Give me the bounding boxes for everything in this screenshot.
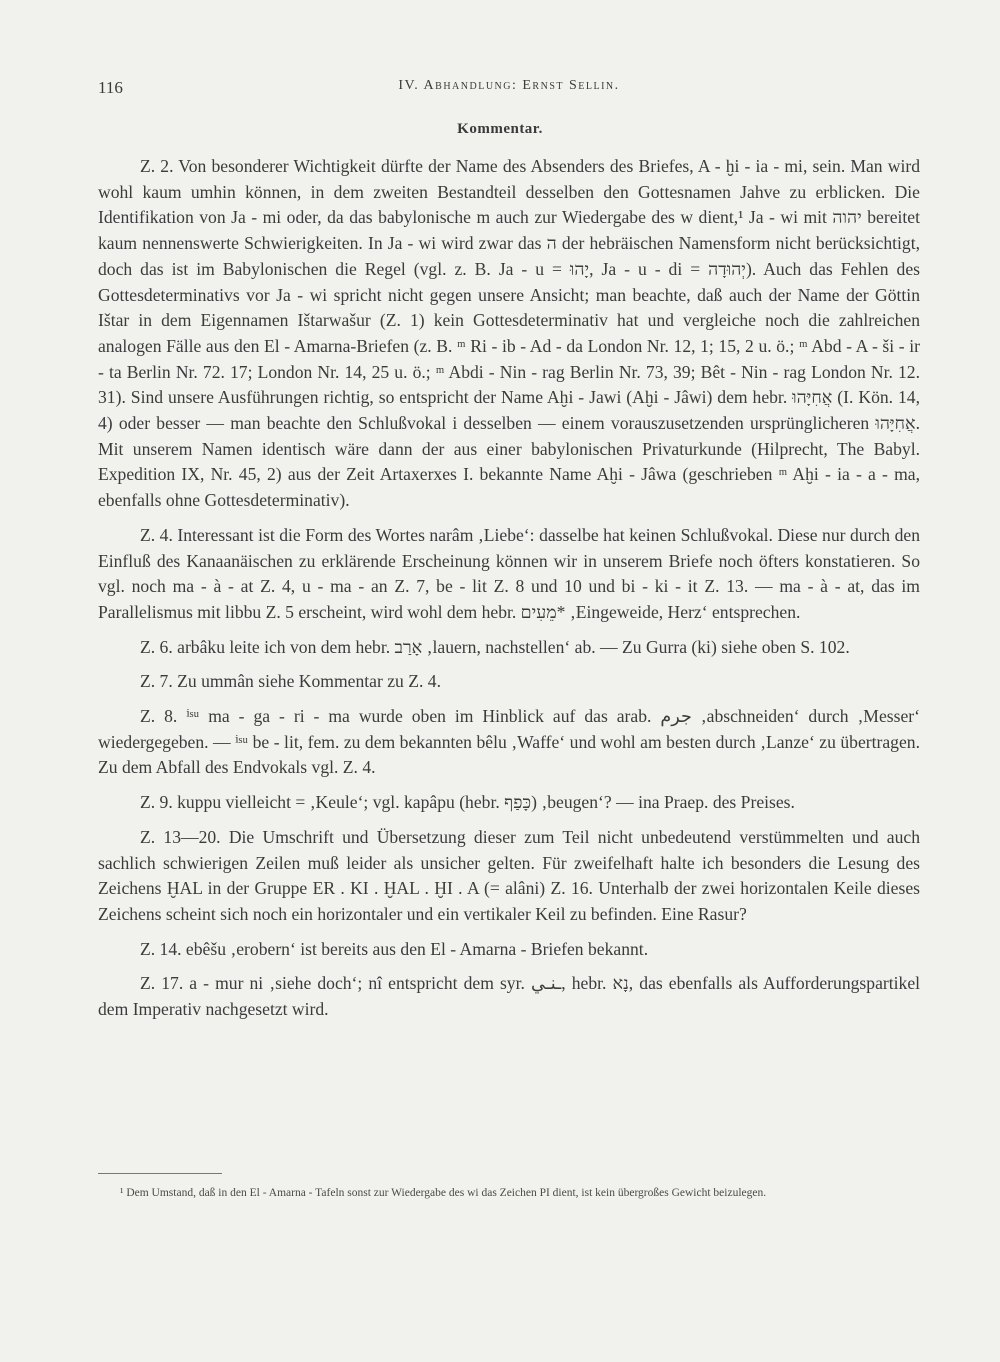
footnote: ¹ Dem Umstand, daß in den El - Amarna - Tafeln sonst zur Wiedergabe des wi das Zeichen PI dient, ist kein übergroßes Gewicht beizulegen. bbox=[120, 1187, 767, 1199]
paragraph-z14: Z. 14. ebêšu ‚erobern‘ ist bereits aus den El - Amarna - Briefen bekannt. bbox=[140, 938, 649, 959]
paragraph-z4: Z. 4. Interessant ist die Form des Wortes narâm ‚Liebe‘: dasselbe hat keinen Schlußvokal. Diese nur durch den Einfluß des Kanaanäischen zu erklärende Erscheinung können wir in unserem Briefe noch öfters konstatieren. So vgl. noch ma - à - at Z. 4, u - ma - an Z. 7, be - lit Z. 8 und 10 und bi - ki - it Z. 13. — ma - à - at, das im Parallelismus mit libbu Z. 5 erscheint, wird wohl dem hebr. מֵעִים* ‚Eingeweide, Herz‘ entsprechen. bbox=[98, 524, 920, 622]
paragraph-z7: Z. 7. Zu ummân siehe Kommentar zu Z. 4. bbox=[140, 671, 441, 692]
running-head: IV. Abhandlung: Ernst Sellin. bbox=[398, 78, 620, 93]
page-number: 116 bbox=[98, 78, 123, 97]
paragraph-z8: Z. 8. ⁱˢᵘ ma - ga - ri - ma wurde oben im Hinblick auf das arab. جرم ‚abschneiden‘ durch ‚Messer‘ wiedergegeben. — ⁱˢᵘ be - lit, fem. zu dem bekannten bêlu ‚Waffe‘ und wohl am besten durch ‚Lanze‘ zu übertragen. Zu dem Abfall des Endvokals vgl. Z. 4. bbox=[98, 706, 920, 778]
paragraph-z6: Z. 6. arbâku leite ich von dem hebr. אָרַב ‚lauern, nachstellen‘ ab. — Zu Gurra (ki) siehe oben S. 102. bbox=[140, 636, 850, 657]
section-title: Kommentar. bbox=[457, 121, 543, 137]
paragraph-z9: Z. 9. kuppu vielleicht = ‚Keule‘; vgl. kapâpu (hebr. כָּפַף) ‚beugen‘? — ina Praep. des Preises. bbox=[140, 792, 795, 813]
page-header bbox=[98, 78, 920, 100]
footnote-rule bbox=[98, 1173, 222, 1174]
paragraph-z17: Z. 17. a - mur ni ‚siehe doch‘; nî entspricht dem syr. ـنـي, hebr. נָא, das ebenfalls als Aufforderungspartikel dem Imperativ nachgesetzt wird. bbox=[98, 973, 921, 1020]
paragraph-z13-20: Z. 13—20. Die Umschrift und Übersetzung dieser zum Teil nicht unbedeutend verstümmelten und auch sachlich schwierigen Zeilen muß leider als unsicher gelten. Für zweifelhaft halte ich besonders die Lesung des Zeichens ḪAL in der Gruppe ER . KI . ḪAL . ḪI . A (= alâni) Z. 16. Unterhalb der zwei horizontalen Keile dieses Zeichens scheint sich noch ein horizontaler und ein vertikaler Keil zu befinden. Eine Rasur? bbox=[98, 826, 920, 924]
paragraph-z2: Z. 2. Von besonderer Wichtigkeit dürfte der Name des Absenders des Briefes, A - ḫi - ia - mi, sein. Man wird wohl kaum umhin können, in dem zweiten Bestandteil desselben den Gottesnamen Jahve zu erblicken. Die Identifikation von Ja - mi oder, da das babylonische m auch zur Wiedergabe des w dient,¹ Ja - wi mit יהוה bereitet kaum nennenswerte Schwierigkeiten. In Ja - wi wird zwar das ה der hebräischen Namensform nicht berücksichtigt, doch das ist im Babylonischen die Regel (vgl. z. B. Ja - u = יָהוּ, Ja - u - di = יְהוּדָה). Auch das Fehlen des Gottesdeterminativs vor Ja - wi spricht nicht gegen unsere Ansicht; man beachte, daß auch der Name der Göttin Ištar in dem Eigennamen Ištarwašur (Z. 1) kein Gottesdeterminativ hat und vergleiche noch die zahlreichen analogen Fälle aus den El - Amarna-Briefen (z. B. ᵐ Ri - ib - Ad - da London Nr. 12, 1; 15, 2 u. ö.; ᵐ Abd - A - ši - ir - ta Berlin Nr. 72. 17; London Nr. 14, 25 u. ö.; ᵐ Abdi - Nin - rag Berlin Nr. 73, 39; Bêt - Nin - rag London Nr. 12. 31). Sind unsere Ausführungen richtig, so entspricht der Name Aḫi - Jawi (Aḫi - Jâwi) dem hebr. אֲחִיָּהוּ (I. Kön. 14, 4) oder besser — man beachte den Schlußvokal i desselben — einem vorauszusetzenden ursprünglicheren אֲחִיָּהוּ. Mit unserem Namen identisch wäre dann der aus einer babylonischen Privaturkunde (Hilprecht, The Babyl. Expedition IX, Nr. 45, 2) aus der Zeit Artaxerxes I. bekannte Name Aḫi - Jâwa (geschrieben ᵐ Aḫi - ia - a - ma, ebenfalls ohne Gottesdeterminativ). bbox=[98, 156, 921, 511]
commentary-body bbox=[98, 154, 920, 1032]
